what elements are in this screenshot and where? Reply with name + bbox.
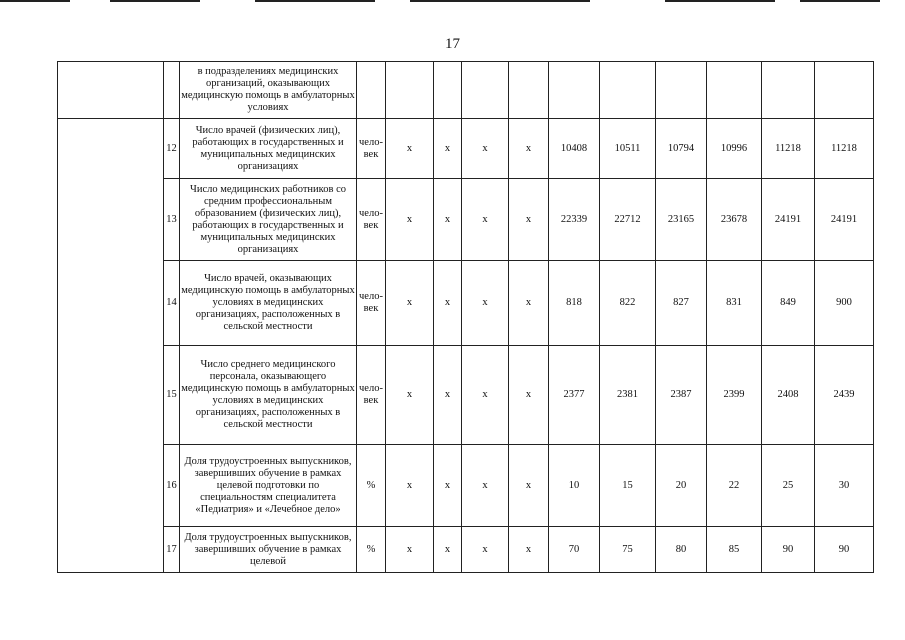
value-cell: 24191	[815, 179, 874, 261]
flag-cell: x	[386, 179, 434, 261]
value-cell: 23678	[707, 179, 762, 261]
indicators-table	[57, 61, 874, 573]
scan-edge-line	[800, 0, 880, 2]
value-cell: 24191	[762, 179, 815, 261]
value-cell: 22	[707, 445, 762, 527]
flag-cell: x	[509, 527, 549, 573]
indicator-name: Число среднего медицинского персонала, оказывающего медицинскую помощь в амбулаторных условиях в медицинских организациях, расположенных в сельской местности	[180, 346, 357, 445]
scan-edge-line	[0, 0, 70, 2]
table-row	[58, 179, 874, 261]
value-cell: 822	[600, 261, 656, 346]
flag-cell: x	[386, 527, 434, 573]
flag-cell: x	[509, 346, 549, 445]
row-number: 16	[164, 445, 180, 527]
flag-cell: x	[462, 346, 509, 445]
value-cell: 11218	[815, 119, 874, 179]
indicator-name: в подразделениях медицинских организаций, оказывающих медицинскую помощь в амбулаторных условиях	[180, 62, 357, 119]
flag-cell: x	[386, 346, 434, 445]
indicator-name: Число врачей, оказывающих медицинскую помощь в амбулаторных условиях в медицинских организациях, расположенных в сельской местности	[180, 261, 357, 346]
value-cell: 20	[656, 445, 707, 527]
row-number: 17	[164, 527, 180, 573]
flag-cell: x	[386, 119, 434, 179]
blank-cell	[58, 119, 164, 573]
row-number-cell	[164, 62, 180, 119]
flag-cell: x	[462, 119, 509, 179]
flag-cell: x	[434, 445, 462, 527]
flag-cell: x	[434, 179, 462, 261]
unit-of-measure: %	[357, 445, 386, 527]
row-number: 12	[164, 119, 180, 179]
value-cell	[762, 62, 815, 119]
indicator-name: Число медицинских работников со средним профессиональным образованием (физических лиц), работающих в государственных и муниципальных медицинских организациях	[180, 179, 357, 261]
blank-cell	[58, 62, 164, 119]
value-cell: 2381	[600, 346, 656, 445]
value-cell: 2408	[762, 346, 815, 445]
indicator-name: Доля трудоустроенных выпускников, завершивших обучение в рамках целевой подготовки по специальностям специалитета «Педиатрия» и «Лечебное дело»	[180, 445, 357, 527]
table-row	[58, 527, 874, 573]
value-cell: 10996	[707, 119, 762, 179]
table-row-continued	[58, 62, 874, 119]
flag-cell	[509, 62, 549, 119]
row-number: 14	[164, 261, 180, 346]
scan-edge-line	[410, 0, 590, 2]
value-cell: 10	[549, 445, 600, 527]
scan-edge-line	[255, 0, 375, 2]
value-cell	[707, 62, 762, 119]
row-number: 15	[164, 346, 180, 445]
flag-cell: x	[386, 261, 434, 346]
flag-cell: x	[462, 527, 509, 573]
flag-cell: x	[462, 261, 509, 346]
value-cell	[815, 62, 874, 119]
value-cell: 11218	[762, 119, 815, 179]
value-cell: 10511	[600, 119, 656, 179]
value-cell	[656, 62, 707, 119]
table-row	[58, 445, 874, 527]
value-cell: 849	[762, 261, 815, 346]
flag-cell: x	[386, 445, 434, 527]
unit-of-measure: чело-век	[357, 119, 386, 179]
flag-cell: x	[509, 179, 549, 261]
unit-of-measure: %	[357, 527, 386, 573]
value-cell: 25	[762, 445, 815, 527]
table-row	[58, 261, 874, 346]
flag-cell	[386, 62, 434, 119]
value-cell: 10794	[656, 119, 707, 179]
value-cell: 2399	[707, 346, 762, 445]
value-cell: 85	[707, 527, 762, 573]
value-cell: 70	[549, 527, 600, 573]
flag-cell: x	[434, 527, 462, 573]
flag-cell: x	[462, 445, 509, 527]
value-cell	[549, 62, 600, 119]
value-cell: 818	[549, 261, 600, 346]
flag-cell	[434, 62, 462, 119]
value-cell: 22712	[600, 179, 656, 261]
page-number: 17	[445, 36, 460, 52]
value-cell: 831	[707, 261, 762, 346]
value-cell: 2387	[656, 346, 707, 445]
flag-cell: x	[509, 261, 549, 346]
value-cell: 90	[815, 527, 874, 573]
value-cell: 10408	[549, 119, 600, 179]
unit-of-measure: чело-век	[357, 179, 386, 261]
value-cell: 2439	[815, 346, 874, 445]
value-cell: 30	[815, 445, 874, 527]
flag-cell: x	[434, 261, 462, 346]
scan-edge-line	[665, 0, 775, 2]
value-cell: 15	[600, 445, 656, 527]
value-cell: 23165	[656, 179, 707, 261]
value-cell: 827	[656, 261, 707, 346]
indicator-name: Число врачей (физических лиц), работающих в государственных и муниципальных медицинских организациях	[180, 119, 357, 179]
value-cell: 80	[656, 527, 707, 573]
flag-cell: x	[434, 346, 462, 445]
flag-cell: x	[462, 179, 509, 261]
value-cell: 2377	[549, 346, 600, 445]
row-number: 13	[164, 179, 180, 261]
indicator-name: Доля трудоустроенных выпускников, завершивших обучение в рамках целевой	[180, 527, 357, 573]
value-cell: 75	[600, 527, 656, 573]
unit-of-measure: чело-век	[357, 261, 386, 346]
value-cell: 90	[762, 527, 815, 573]
flag-cell: x	[509, 445, 549, 527]
value-cell: 900	[815, 261, 874, 346]
unit-cell	[357, 62, 386, 119]
value-cell	[600, 62, 656, 119]
table-row	[58, 119, 874, 179]
scan-edge-line	[110, 0, 200, 2]
unit-of-measure: чело-век	[357, 346, 386, 445]
flag-cell: x	[509, 119, 549, 179]
flag-cell	[462, 62, 509, 119]
table-row	[58, 346, 874, 445]
flag-cell: x	[434, 119, 462, 179]
value-cell: 22339	[549, 179, 600, 261]
